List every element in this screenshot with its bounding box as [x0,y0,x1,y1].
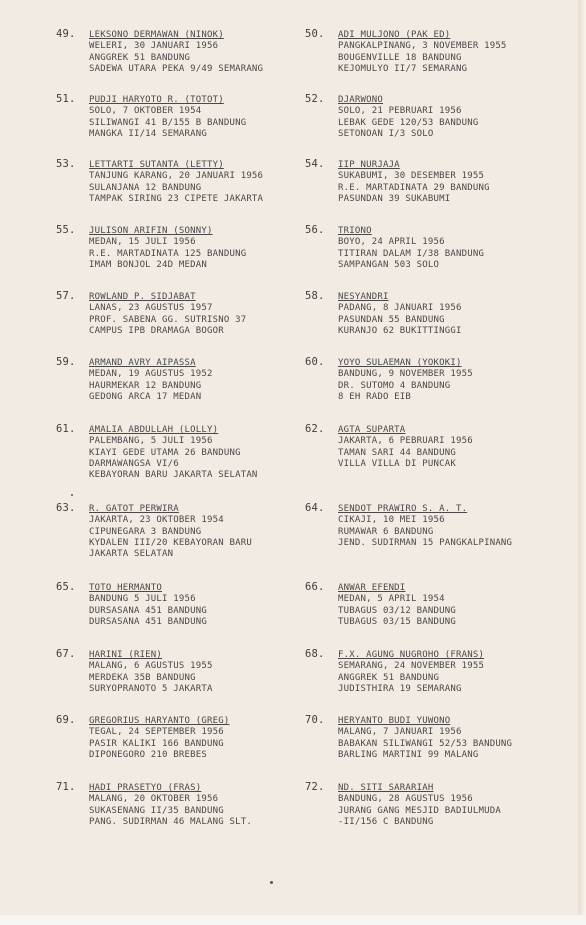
entry-address: KIAYI GEDE UTAMA 26 BANDUNG [89,447,241,458]
entry-name: HADI PRASETYO (FRAS) [89,783,202,793]
entry-address: DARMAWANGSA VI/6 [89,458,179,469]
entry-number: 52. [305,93,325,105]
entry-address: R.E. MARTADINATA 29 BANDUNG [338,182,490,193]
entry-61 [56,423,258,481]
entry-address: MERDEKA 35B BANDUNG [89,672,196,683]
entry-name: R. GATOT PERWIRA [89,504,179,514]
entry-birth: PALEMBANG, 5 JULI 1956 [89,436,213,447]
entry-number: 57. [56,290,76,302]
entry-address: TITIRAN DALAM I/38 BANDUNG [338,248,485,259]
entry-birth: BANDUNG, 9 NOVEMBER 1955 [338,369,473,380]
entry-address: SUKASENANG II/35 BANDUNG [89,805,224,816]
entry-number: 63. [56,502,76,514]
entry-number: 53. [56,158,76,170]
entry-address: PASUNDAN 55 BANDUNG [338,314,445,325]
entry-address: SULANJANA 12 BANDUNG [89,182,202,193]
entry-address: BABAKAN SILIWANGI 52/53 BANDUNG [338,738,513,749]
entry-address: DURSASANA 451 BANDUNG [89,605,207,616]
entry-address: PASIR KALIKI 166 BANDUNG [89,738,224,749]
entry-address: SETONOAN I/3 SOLO [338,128,434,139]
entry-birth: JAKARTA, 23 OKTOBER 1954 [89,515,224,526]
entry-name: ANWAR EFENDI [338,583,406,593]
entry-name: HARINI (RIEN) [89,650,163,660]
entry-number: 72. [305,781,325,793]
entry-57 [56,290,247,337]
entry-71 [56,781,252,828]
entry-name: AGTA SUPARTA [338,425,406,435]
entry-54 [305,158,490,205]
entry-birth: MALANG, 7 JANUARI 1956 [338,727,462,738]
entry-address: DR. SUTOMO 4 BANDUNG [338,380,451,391]
entry-name: DJARWONO [338,95,383,105]
entry-51 [56,93,247,140]
entry-63 [56,502,252,560]
entry-address: PROF. SABENA GG. SUTRISNO 37 [89,314,247,325]
entry-number: 59. [56,356,76,368]
entry-address: ANGGREK 51 BANDUNG [89,52,191,63]
entry-address: 8 EH RADO EIB [338,391,412,402]
entry-number: 49. [56,28,76,40]
entry-address: R.E. MARTADINATA 125 BANDUNG [89,248,247,259]
entry-name: ND. SITI SARARIAH [338,783,434,793]
entry-birth: SOLO, 7 OKTOBER 1954 [89,106,202,117]
entry-number: 62. [305,423,325,435]
entry-number: 67. [56,648,76,660]
entry-address: KEBAYORAN BARU JAKARTA SELATAN [89,470,258,481]
entry-address: TAMAN SARI 44 BANDUNG [338,447,456,458]
entry-address: SURYOPRANOTO 5 JAKARTA [89,683,213,694]
entry-address: PANG. SUDIRMAN 46 MALANG SLT. [89,816,252,827]
entry-name: ADI MULJONO (PAK ED) [338,30,451,40]
entry-birth: BOYO, 24 APRIL 1956 [338,237,445,248]
entry-59 [56,356,213,403]
entry-name: TOTO HERMANTO [89,583,163,593]
entry-number: 51. [56,93,76,105]
entry-birth: PANGKALPINANG, 3 NOVEMBER 1955 [338,41,507,52]
entry-birth: MEDAN, 15 JULI 1956 [89,237,196,248]
entry-number: 61. [56,423,76,435]
entry-number: 55. [56,224,76,236]
entry-52 [305,93,479,140]
entry-address: PASUNDAN 39 SUKABUMI [338,193,451,204]
entry-birth: BANDUNG 5 JULI 1956 [89,594,196,605]
entry-53 [56,158,264,205]
entry-number: 64. [305,502,325,514]
entry-address: KURANJO 62 BUKITTINGGI [338,325,462,336]
entry-number: 54. [305,158,325,170]
entry-66 [305,581,456,628]
ink-speck [71,494,73,496]
entry-address: TUBAGUS 03/15 BANDUNG [338,616,456,627]
entry-address: IMAM BONJOL 24D MEDAN [89,259,207,270]
entry-number: 60. [305,356,325,368]
entry-name: GREGORIUS HARYANTO (GREG) [89,716,230,726]
entry-birth: MALANG, 20 OKTOBER 1956 [89,794,219,805]
entry-60 [305,356,473,403]
entry-address: DIPONEGORO 210 BREBES [89,749,207,760]
entry-67 [56,648,213,695]
entry-62 [305,423,473,470]
page-edge-shadow [578,0,586,925]
entry-name: ROWLAND P. SIDJABAT [89,292,196,302]
entry-birth: MALANG, 6 AGUSTUS 1955 [89,661,213,672]
entry-address: BOUGENVILLE 18 BANDUNG [338,52,462,63]
entry-address: BARLING MARTINI 99 MALANG [338,749,479,760]
entry-number: 65. [56,581,76,593]
entry-70 [305,714,513,761]
entry-birth: CIKAJI, 10 MEI 1956 [338,515,445,526]
entry-birth: SEMARANG, 24 NOVEMBER 1955 [338,661,485,672]
entry-birth: MEDAN, 19 AGUSTUS 1952 [89,369,213,380]
entry-address: JUDISTHIRA 19 SEMARANG [338,683,462,694]
entry-birth: MEDAN, 5 APRIL 1954 [338,594,445,605]
entry-address: HAURMEKAR 12 BANDUNG [89,380,202,391]
entry-69 [56,714,230,761]
entry-name: IIP NURJAJA [338,160,400,170]
entry-64 [305,502,513,549]
entry-number: 68. [305,648,325,660]
entry-address: JAKARTA SELATAN [89,549,174,560]
entry-56 [305,224,485,271]
entry-address: SILIWANGI 41 B/155 B BANDUNG [89,117,247,128]
entry-address: SADEWA UTARA PEKA 9/49 SEMARANG [89,63,264,74]
entry-name: TRIONO [338,226,372,236]
entry-birth: TANJUNG KARANG, 20 JANUARI 1956 [89,171,264,182]
entry-name: F.X. AGUNG NUGROHO (FRANS) [338,650,485,660]
entry-65 [56,581,207,628]
entry-address: TUBAGUS 03/12 BANDUNG [338,605,456,616]
entry-name: ARMAND AVRY AIPASSA [89,358,196,368]
ink-speck [270,881,273,884]
entry-72 [305,781,501,828]
entry-address: JURANG GANG MESJID BADIULMUDA [338,805,501,816]
entry-birth: BANDUNG, 28 AGUSTUS 1956 [338,794,473,805]
entry-birth: TEGAL, 24 SEPTEMBER 1956 [89,727,224,738]
entry-address: -II/156 C BANDUNG [338,816,434,827]
entry-name: SENDOT PRAWIRO S. A. T. [338,504,468,514]
entry-address: CAMPUS IPB DRAMAGA BOGOR [89,325,224,336]
entry-number: 70. [305,714,325,726]
entry-address: CIPUNEGARA 3 BANDUNG [89,526,202,537]
entry-number: 56. [305,224,325,236]
entry-birth: SUKABUMI, 30 DESEMBER 1955 [338,171,485,182]
entry-address: VILLA VILLA DI PUNCAK [338,458,456,469]
entry-name: NESYANDRI [338,292,389,302]
entry-number: 50. [305,28,325,40]
entry-name: AMALIA ABDULLAH (LOLLY) [89,425,219,435]
entry-number: 71. [56,781,76,793]
entry-address: KEJOMULYO II/7 SEMARANG [338,63,468,74]
entry-address: RUMAWAR 6 BANDUNG [338,526,434,537]
entry-name: PUDJI HARYOTO R. (TOTOT) [89,95,224,105]
entry-name: YOYO SULAEMAN (YOKOKI) [338,358,462,368]
entry-55 [56,224,247,271]
entry-address: MANGKA II/14 SEMARANG [89,128,207,139]
entry-birth: PADANG, 8 JANUARI 1956 [338,303,462,314]
entry-birth: SOLO, 21 PEBRUARI 1956 [338,106,462,117]
entry-birth: LANAS, 23 AGUSTUS 1957 [89,303,213,314]
entry-address: JEND. SUDIRMAN 15 PANGKALPINANG [338,537,513,548]
entry-birth: JAKARTA, 6 PEBRUARI 1956 [338,436,473,447]
entry-address: TAMPAK SIRING 23 CIPETE JAKARTA [89,193,264,204]
entry-name: HERYANTO BUDI YUWONO [338,716,451,726]
page-bottom-margin [0,915,586,925]
entry-49 [56,28,264,75]
entry-address: GEDONG ARCA 17 MEDAN [89,391,202,402]
entry-address: SAMPANGAN 503 SOLO [338,259,440,270]
entry-number: 58. [305,290,325,302]
entry-name: LEKSONO DERMAWAN (NINOK) [89,30,224,40]
entry-address: ANGGREK 51 BANDUNG [338,672,440,683]
entry-birth: WELERI, 30 JANUARI 1956 [89,41,219,52]
entry-number: 69. [56,714,76,726]
entry-50 [305,28,507,75]
entry-address: KYDALEN III/20 KEBAYORAN BARU [89,537,252,548]
entry-address: DURSASANA 451 BANDUNG [89,616,207,627]
entry-name: JULISON ARIFIN (SONNY) [89,226,213,236]
entry-address: LEBAK GEDE 120/53 BANDUNG [338,117,479,128]
entry-name: LETTARTI SUTANTA (LETTY) [89,160,224,170]
entry-68 [305,648,485,695]
entry-number: 66. [305,581,325,593]
entry-58 [305,290,462,337]
